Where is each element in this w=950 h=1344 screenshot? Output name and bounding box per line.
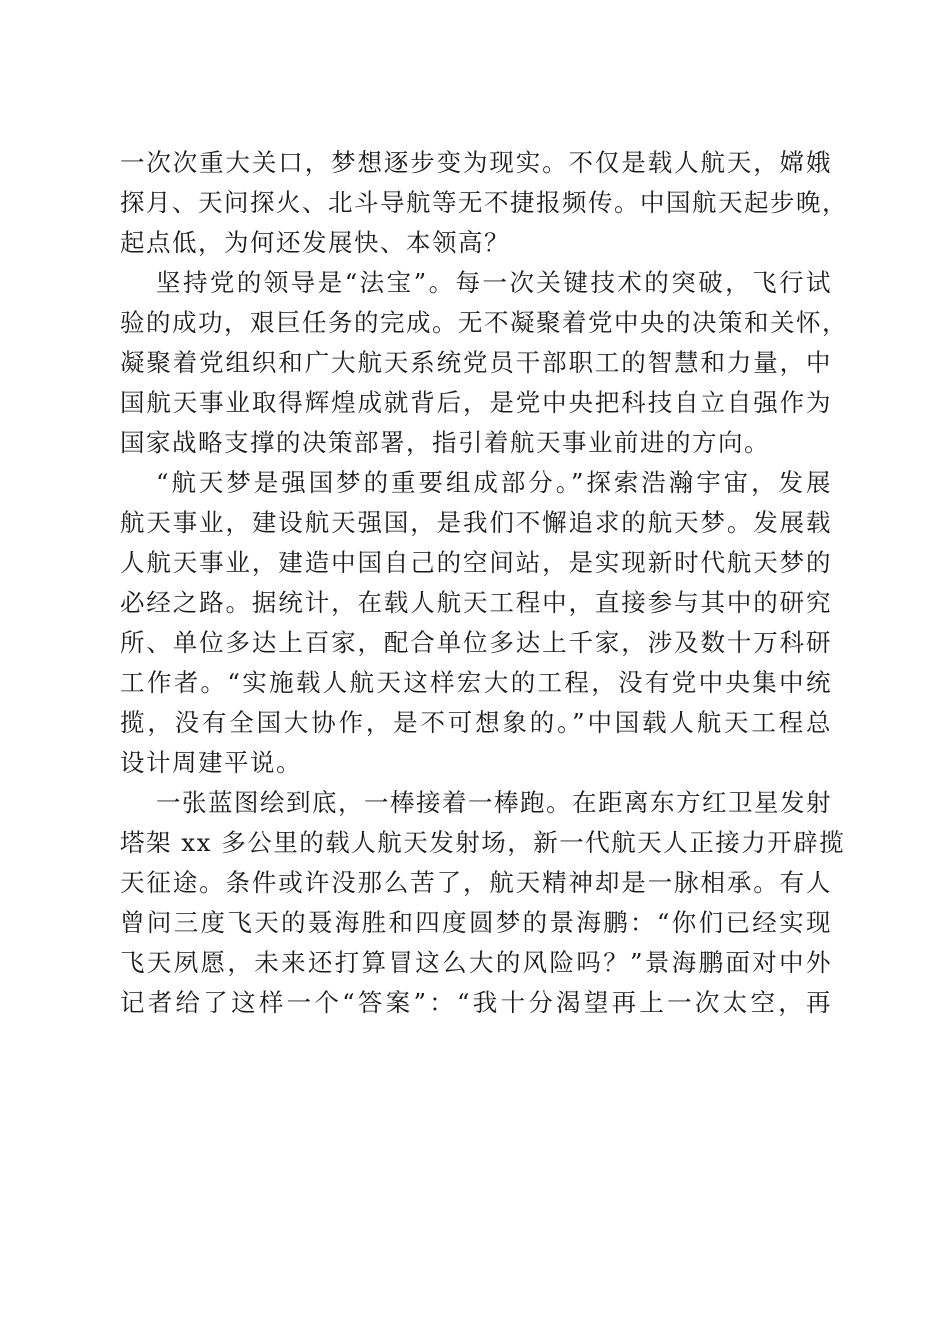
text-line: 航天事业，建设航天强国，是我们不懈追求的航天梦。发展载 [120,508,832,537]
text-line: 塔架 xx 多公里的载人航天发射场，新一代航天人正接力开辟揽 [120,828,846,857]
text-line: 起点低，为何还发展快、本领高？ [120,228,510,257]
body-text [120,143,848,1023]
text-line: 验的成功，艰巨任务的完成。无不凝聚着党中央的决策和关怀， [120,308,848,337]
text-line: 国航天事业取得辉煌成就背后，是党中央把科技自立自强作为 [120,388,832,417]
text-line: 坚持党的领导是“法宝”。每一次关键技术的突破，飞行试 [156,268,832,297]
text-line: 人航天事业，建造中国自己的空间站，是实现新时代航天梦的 [120,548,832,577]
paragraph-3 [120,463,832,783]
text-line: 设计周建平说。 [120,748,302,777]
text-line: 必经之路。据统计，在载人航天工程中，直接参与其中的研究 [120,588,832,617]
text-line: 揽，没有全国大协作，是不可想象的。”中国载人航天工程总 [120,708,832,737]
paragraph-2 [120,263,848,463]
text-line: 飞天夙愿，未来还打算冒这么大的风险吗？”景海鹏面对中外 [120,948,832,977]
paragraph-4 [120,783,846,1023]
paragraph-1 [120,143,848,263]
text-line: 所、单位多达上百家，配合单位多达上千家，涉及数十万科研 [120,628,832,657]
text-line: 国家战略支撑的决策部署，指引着航天事业前进的方向。 [120,428,770,457]
text-line: 凝聚着党组织和广大航天系统党员干部职工的智慧和力量，中 [120,348,832,377]
text-line: “航天梦是强国梦的重要组成部分。”探索浩瀚宇宙，发展 [156,468,832,497]
text-line: 记者给了这样一个“答案”：“我十分渴望再上一次太空，再 [120,988,832,1017]
text-line: 曾问三度飞天的聂海胜和四度圆梦的景海鹏：“你们已经实现 [120,908,832,937]
text-line: 工作者。“实施载人航天这样宏大的工程，没有党中央集中统 [120,668,832,697]
text-line: 天征途。条件或许没那么苦了，航天精神却是一脉相承。有人 [120,868,832,897]
text-line: 一张蓝图绘到底，一棒接着一棒跑。在距离东方红卫星发射 [156,788,832,817]
text-line: 探月、天问探火、北斗导航等无不捷报频传。中国航天起步晚， [120,188,848,217]
text-line: 一次次重大关口，梦想逐步变为现实。不仅是载人航天，嫦娥 [120,148,832,177]
